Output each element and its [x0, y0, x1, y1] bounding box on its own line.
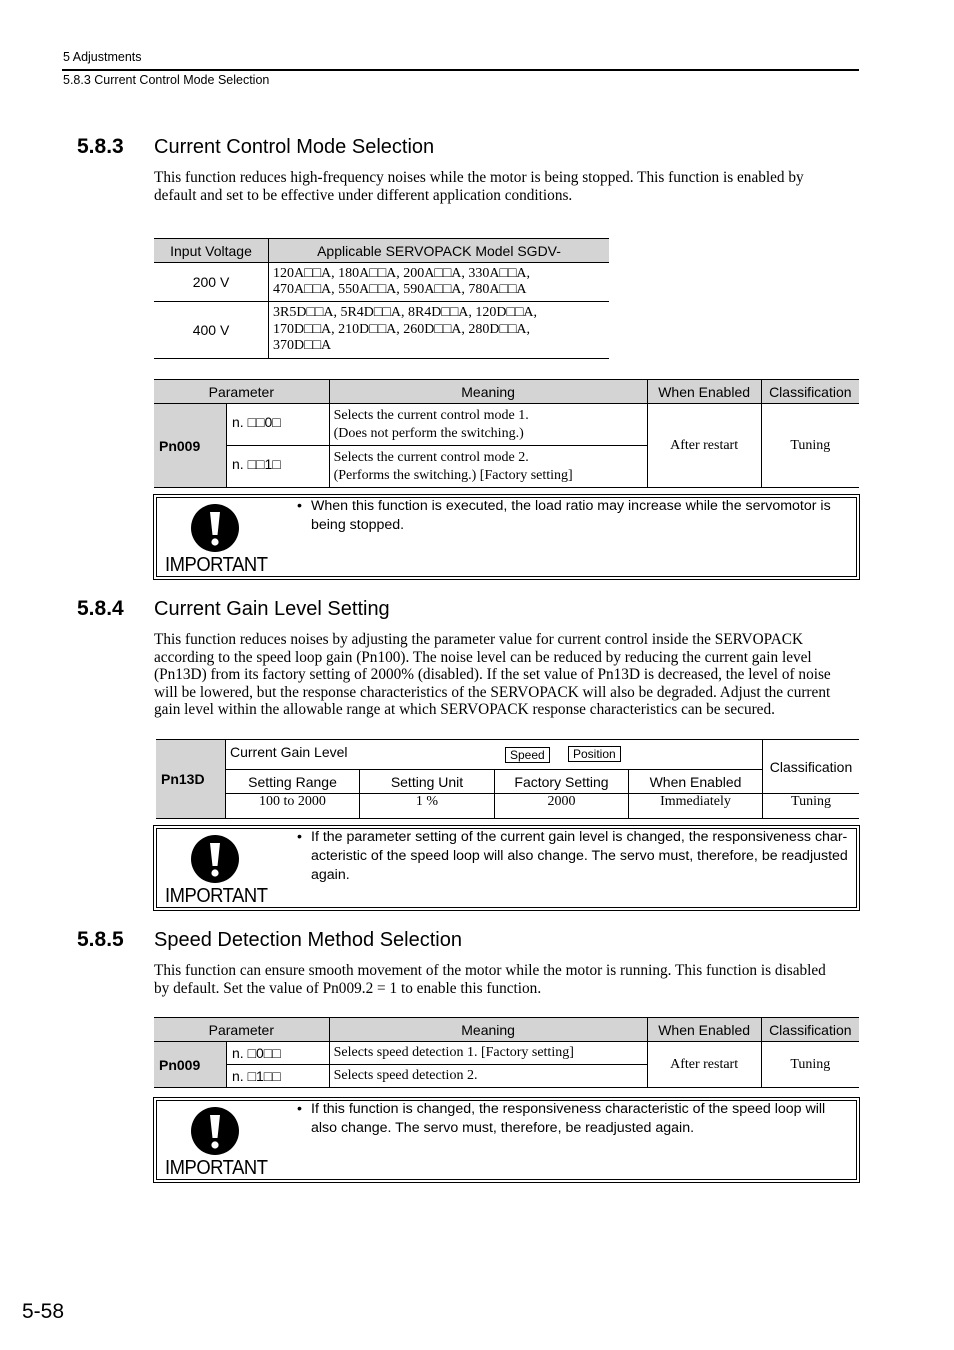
parameter-number: Pn009: [154, 1042, 227, 1088]
model-line: 120A□□A, 180A□□A, 200A□□A, 330A□□A,: [273, 266, 531, 281]
classification-cell: Tuning: [761, 404, 859, 488]
parameter-table: [154, 1017, 859, 1088]
gain-level-table: [156, 739, 859, 819]
column-header: Classification: [761, 1018, 859, 1042]
important-line: When this function is executed, the load ratio may increase while the servomotor is: [311, 498, 831, 514]
column-header: Factory Setting: [495, 770, 629, 794]
important-label: IMPORTANT: [165, 885, 268, 907]
paragraph-line: default and set to be effective under different application conditions.: [154, 186, 573, 204]
paragraph-line: by default. Set the value of Pn009.2 = 1 to enable this function.: [154, 979, 542, 997]
speed-tag: Speed: [505, 747, 550, 763]
parameter-table: [154, 379, 859, 488]
exclamation-icon: [191, 504, 239, 552]
position-tag: Position: [568, 746, 621, 762]
meaning-line: (Does not perform the switching.): [333, 425, 524, 441]
meaning-cell: [329, 404, 647, 446]
section-title: Current Gain Level Setting: [154, 598, 390, 620]
meaning-cell: Selects speed detection 2.: [329, 1065, 647, 1088]
bullet: •: [297, 498, 302, 514]
meaning-line: Selects the current control mode 1.: [333, 408, 529, 423]
column-header: When Enabled: [629, 770, 763, 794]
section-number: 5.8.5: [77, 928, 124, 951]
paragraph-line: This function reduces high-frequency noises while the motor is being stopped. This function is enabled by: [154, 169, 804, 186]
important-box: [153, 825, 860, 911]
voltage-cell: 400 V: [154, 302, 269, 359]
column-header: Parameter: [154, 380, 329, 404]
header-rule: [62, 69, 859, 71]
paragraph-line: gain level within the allowable range at which SERVOPACK response characteristics can be secured.: [154, 701, 775, 719]
column-header: When Enabled: [647, 380, 761, 404]
column-header: Meaning: [329, 1018, 647, 1042]
exclamation-icon: [191, 1107, 239, 1155]
section-number: 5.8.4: [77, 597, 124, 620]
paragraph-line: This function can ensure smooth movement of the motor while the motor is running. This function is disabled: [154, 962, 826, 979]
section-title: Speed Detection Method Selection: [154, 929, 462, 951]
section-title: Current Control Mode Selection: [154, 136, 435, 158]
section-paragraph: [154, 631, 864, 719]
model-table: [154, 238, 609, 359]
column-header: Meaning: [329, 380, 647, 404]
parameter-code: n. □1□□: [227, 1065, 330, 1088]
important-text: [297, 828, 857, 885]
column-header: Setting Range: [226, 770, 360, 794]
meaning-cell: [329, 446, 647, 488]
important-text: [297, 497, 857, 535]
parameter-name: Current Gain Level: [230, 744, 348, 760]
model-line: 470A□□A, 550A□□A, 590A□□A, 780A□□A: [273, 282, 527, 297]
important-line: again.: [311, 867, 350, 883]
parameter-number: Pn13D: [156, 740, 226, 819]
section-number: 5.8.3: [77, 135, 124, 158]
important-box: [153, 1097, 860, 1183]
column-header: When Enabled: [647, 1018, 761, 1042]
meaning-line: Selects the current control mode 2.: [333, 450, 529, 465]
voltage-cell: 200 V: [154, 263, 269, 302]
section-paragraph: [154, 962, 864, 997]
column-header: Input Voltage: [154, 239, 269, 263]
paragraph-line: (Pn13D) from its factory setting of 2000% (disabled). If the set value of Pn13D is decreased, the level of noise: [154, 666, 831, 684]
when-enabled-cell: After restart: [647, 404, 761, 488]
important-text: [297, 1100, 857, 1138]
exclamation-icon: [191, 835, 239, 883]
important-line: If this function is changed, the responsiveness characteristic of the speed loop will: [311, 1101, 826, 1117]
important-line: acteristic of the speed loop will also change. The servo must, therefore, be readjusted: [311, 848, 848, 864]
setting-range-value: 100 to 2000: [226, 794, 360, 819]
when-enabled-cell: After restart: [647, 1042, 761, 1088]
important-line: also change. The servo must, therefore, be readjusted again.: [311, 1120, 695, 1136]
parameter-code: n. □□1□: [227, 446, 330, 488]
paragraph-line: This function reduces noises by adjusting the parameter value for current control inside the SERVOPACK: [154, 631, 804, 648]
parameter-number: Pn009: [154, 404, 227, 488]
paragraph-line: will be lowered, but the response characteristics of the SERVOPACK will also be degraded. Adjust the current: [154, 683, 831, 701]
classification-header: Classification: [763, 740, 860, 794]
models-cell: [269, 302, 610, 359]
models-cell: [269, 263, 610, 302]
when-enabled-value: Immediately: [629, 794, 763, 819]
bullet: •: [297, 829, 302, 845]
chapter-header: 5 Adjustments: [63, 50, 142, 64]
column-header: Setting Unit: [360, 770, 495, 794]
section-paragraph: [154, 169, 864, 204]
parameter-name-cell: [226, 740, 763, 770]
classification-cell: Tuning: [761, 1042, 859, 1088]
important-label: IMPORTANT: [165, 554, 268, 576]
model-line: 370D□□A: [273, 338, 332, 354]
setting-unit-value: 1 %: [360, 794, 495, 819]
model-line: 170D□□A, 210D□□A, 260D□□A, 280D□□A,: [273, 321, 531, 337]
important-line: If the parameter setting of the current gain level is changed, the responsiveness char-: [311, 829, 848, 845]
column-header: Parameter: [154, 1018, 329, 1042]
section-header: 5.8.3 Current Control Mode Selection: [63, 73, 270, 87]
factory-setting-value: 2000: [495, 794, 629, 819]
parameter-code: n. □□0□: [227, 404, 330, 446]
important-label: IMPORTANT: [165, 1157, 268, 1179]
paragraph-line: according to the speed loop gain (Pn100). The noise level can be reduced by reducing the current gain level: [154, 648, 812, 666]
important-box: [153, 494, 860, 580]
bullet: •: [297, 1101, 302, 1117]
model-line: 3R5D□□A, 5R4D□□A, 8R4D□□A, 120D□□A,: [273, 305, 538, 321]
page-number: 5-58: [22, 1300, 65, 1323]
classification-value: Tuning: [763, 794, 860, 819]
column-header: Classification: [761, 380, 859, 404]
meaning-line: (Performs the switching.) [Factory setting]: [333, 467, 573, 483]
column-header: Applicable SERVOPACK Model SGDV-: [269, 239, 610, 263]
important-line: being stopped.: [311, 517, 405, 533]
parameter-code: n. □0□□: [227, 1042, 330, 1065]
meaning-cell: Selects speed detection 1. [Factory setting]: [329, 1042, 647, 1065]
